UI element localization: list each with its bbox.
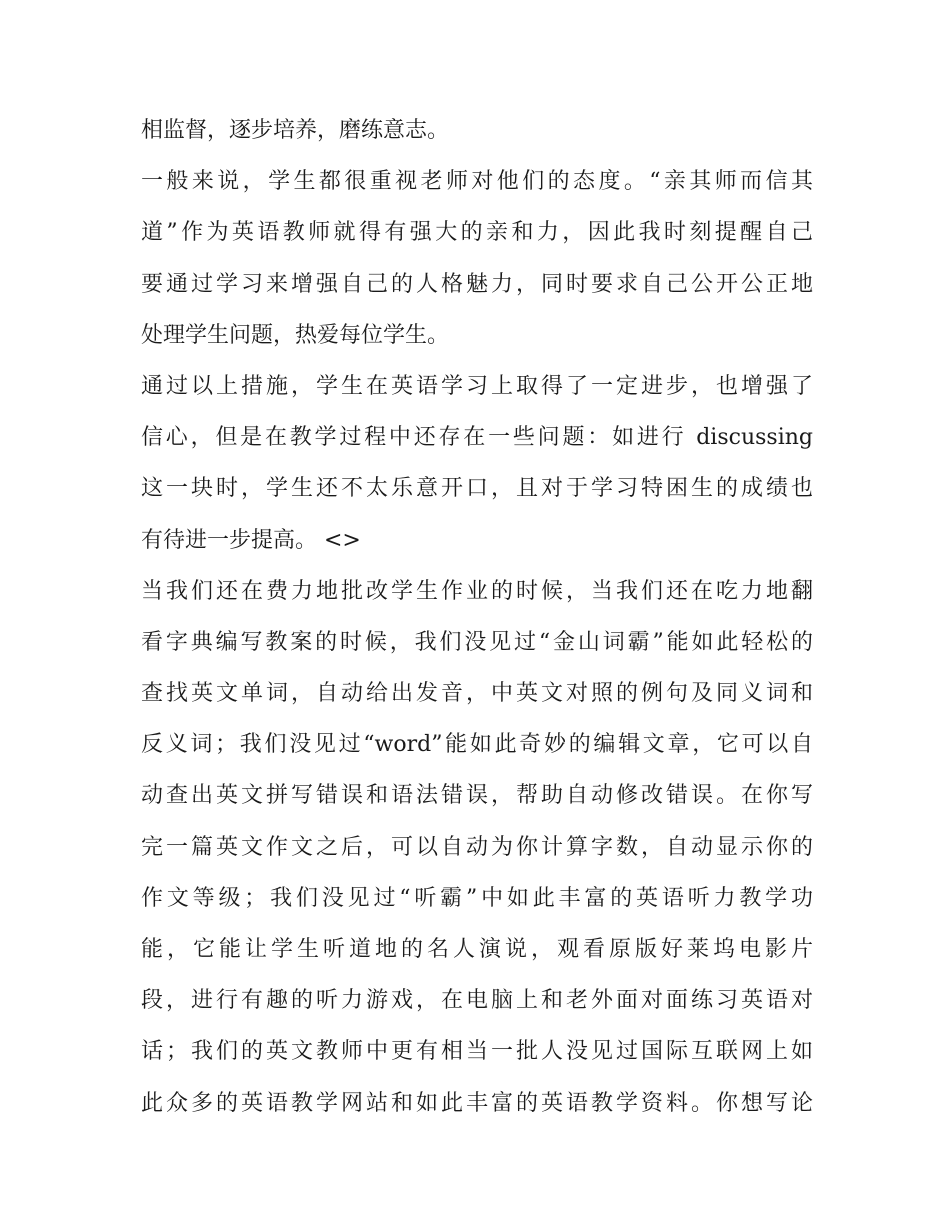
- text-line: 段，进行有趣的听力游戏，在电脑上和老外面对面练习英语对: [141, 988, 813, 1014]
- text-line: 作文等级；我们没见过“听霸”中如此丰富的英语听力教学功: [141, 885, 813, 911]
- text-line: 当我们还在费力地批改学生作业的时候，当我们还在吃力地翻: [141, 578, 813, 604]
- text-line: 道”作为英语教师就得有强大的亲和力，因此我时刻提醒自己: [141, 220, 813, 246]
- text-line: 动查出英文拼写错误和语法错误，帮助自动修改错误。在你写: [141, 783, 813, 809]
- text-line: 能，它能让学生听道地的名人演说，观看原版好莱坞电影片: [141, 937, 813, 962]
- text-line: 一般来说，学生都很重视老师对他们的态度。“亲其师而信其: [141, 169, 813, 195]
- text-line: 处理学生问题，热爱每位学生。: [141, 322, 450, 348]
- text-line: 有待进一步提高。 <>: [141, 527, 361, 553]
- text-line: 完一篇英文作文之后，可以自动为你计算字数，自动显示你的: [141, 834, 813, 860]
- text-line: 反义词；我们没见过“word”能如此奇妙的编辑文章，它可以自: [141, 732, 813, 758]
- text-line: 话；我们的英文教师中更有相当一批人没见过国际互联网上如: [141, 1039, 813, 1065]
- text-line: 这一块时，学生还不太乐意开口，且对于学习特困生的成绩也: [141, 476, 813, 502]
- text-line: 看字典编写教案的时候，我们没见过“金山词霸”能如此轻松的: [141, 629, 813, 655]
- text-line: 通过以上措施，学生在英语学习上取得了一定进步，也增强了: [141, 373, 813, 399]
- document-body: [141, 105, 813, 1129]
- text-line: 相监督，逐步培养，磨练意志。: [141, 118, 450, 143]
- text-line: 此众多的英语教学网站和如此丰富的英语教学资料。你想写论: [141, 1090, 813, 1116]
- text-line: 信心，但是在教学过程中还存在一些问题：如进行 discussing: [141, 425, 813, 451]
- text-line: 要通过学习来增强自己的人格魅力，同时要求自己公开公正地: [141, 271, 813, 297]
- text-line: 查找英文单词，自动给出发音，中英文对照的例句及同义词和: [141, 681, 813, 707]
